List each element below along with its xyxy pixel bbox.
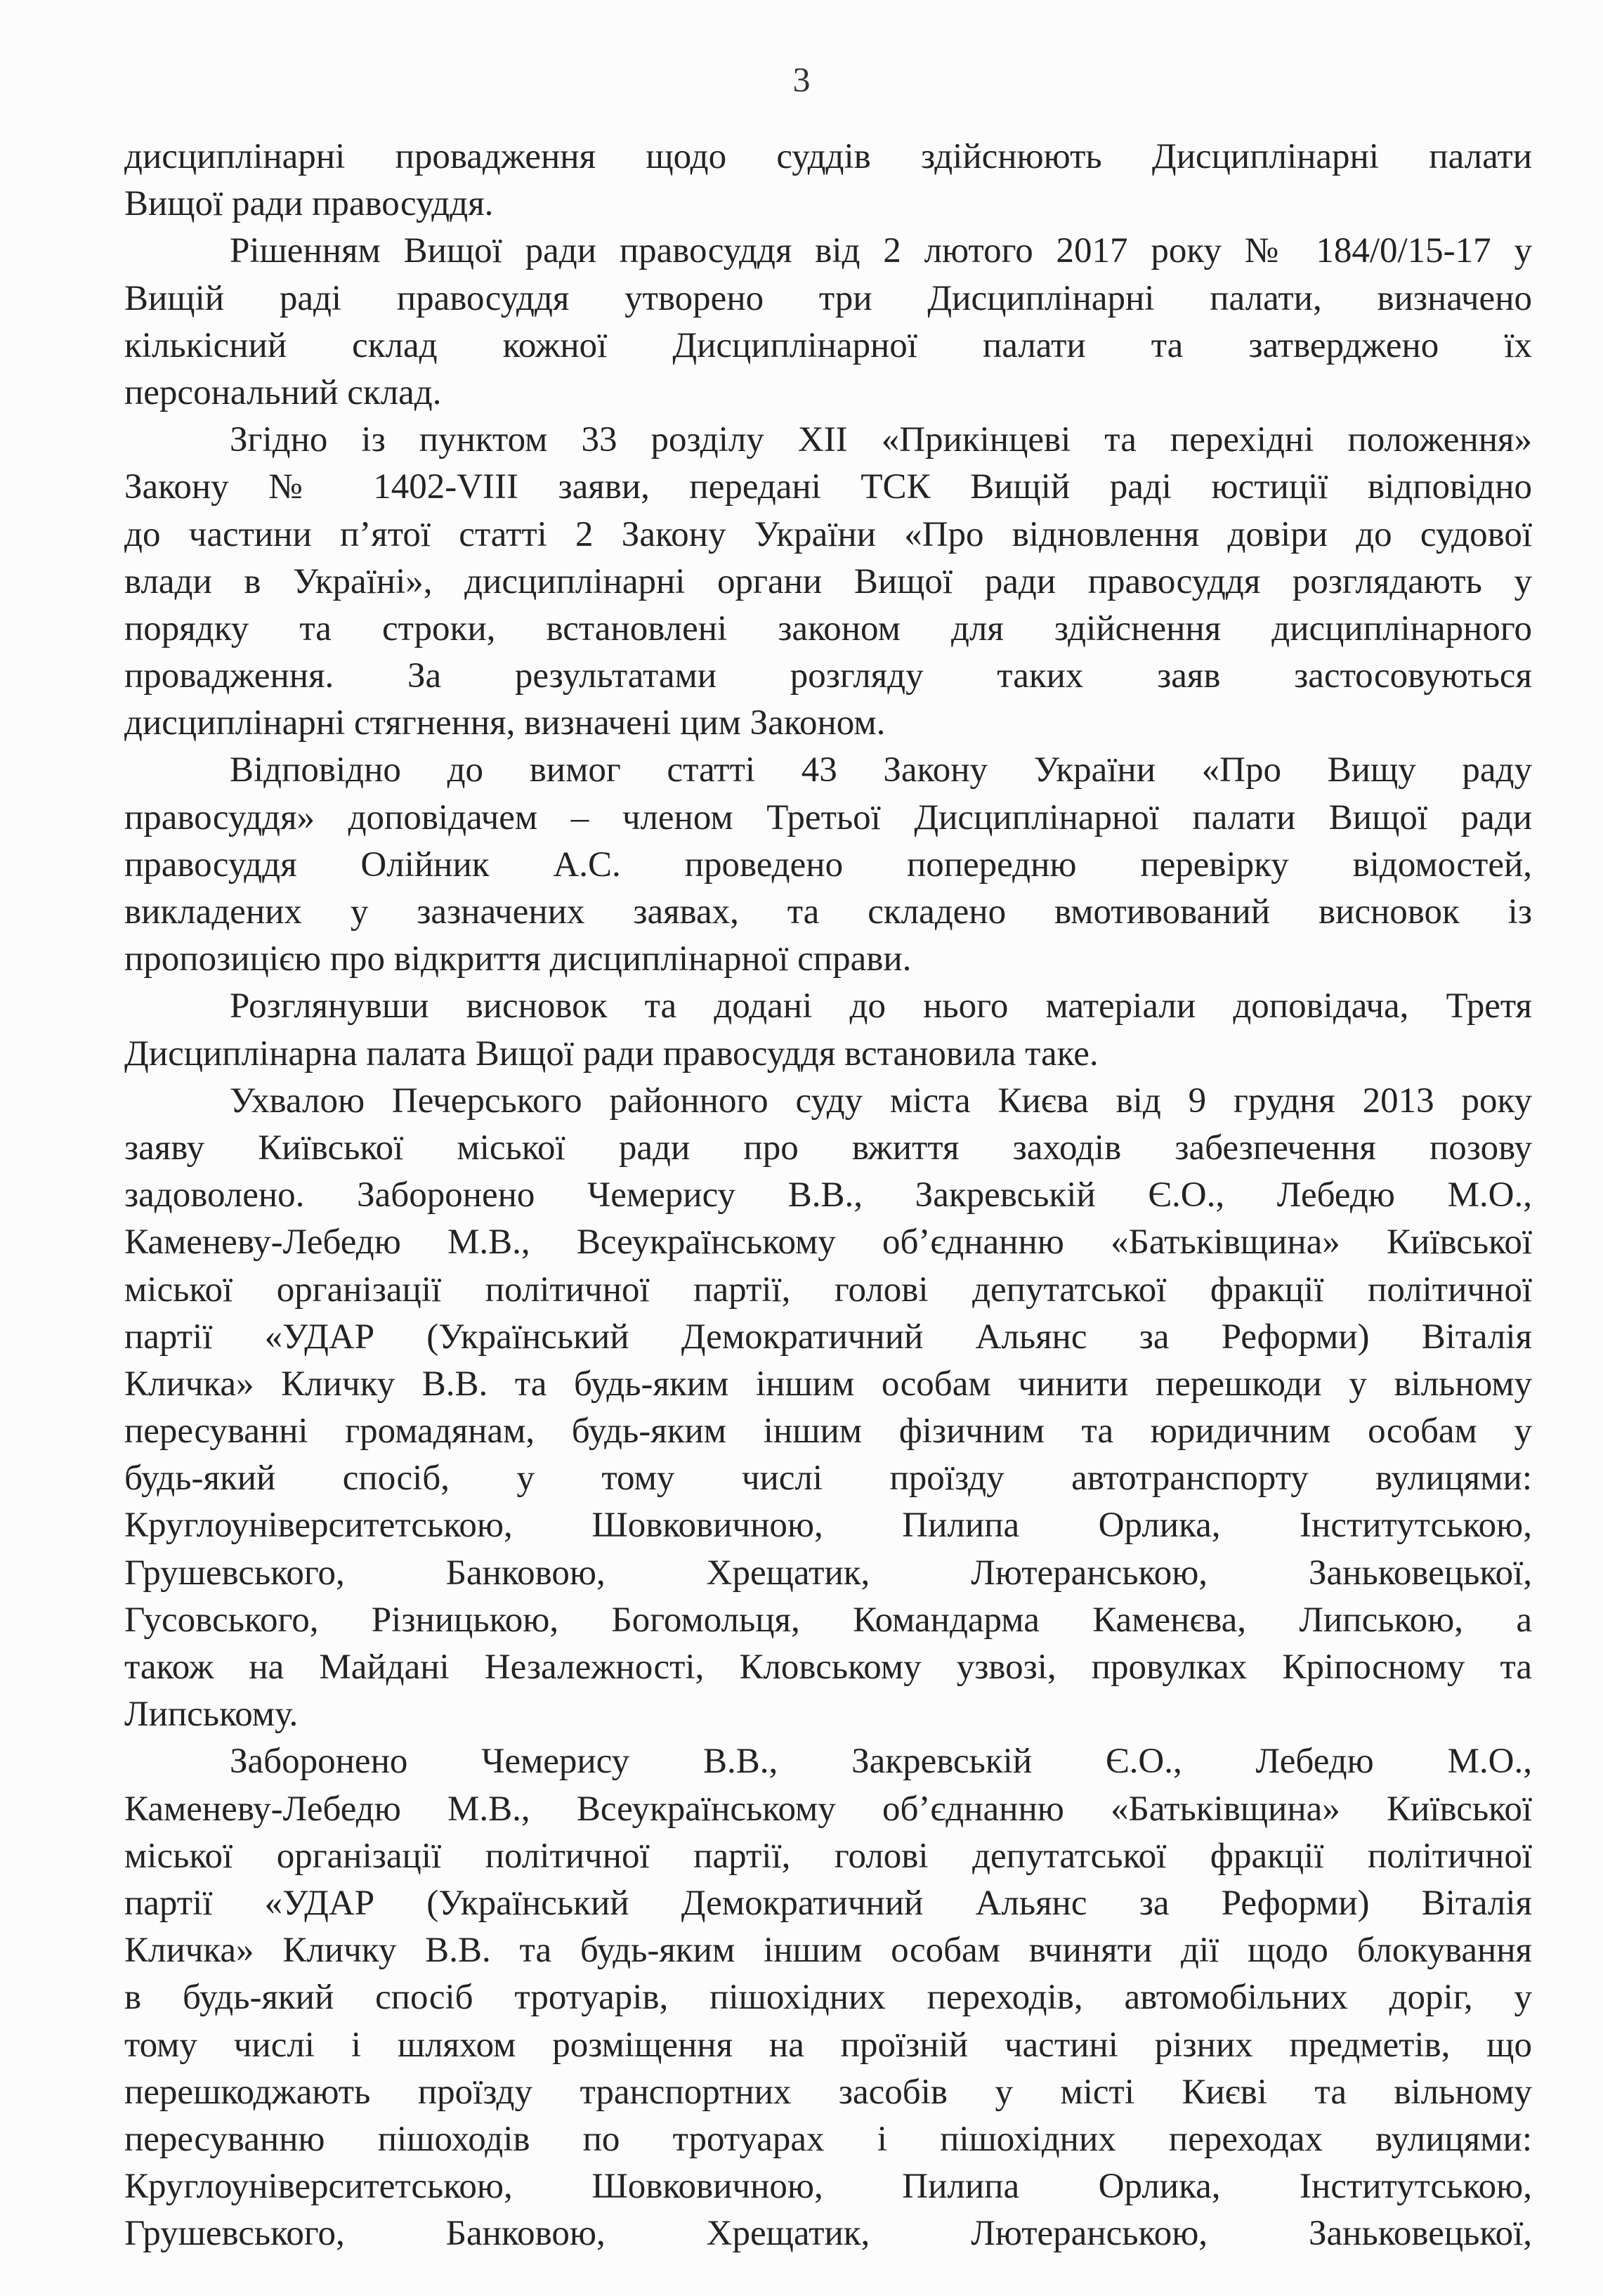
- text-line: партії «УДАР (Український Демократичний Альянс за Реформи) Віталія: [124, 1317, 1532, 1357]
- page-number: 3: [792, 60, 811, 99]
- text-line: Відповідно до вимог статті 43 Закону України «Про Вищу раду: [230, 750, 1532, 790]
- text-line: Каменеву-Лебедю М.В., Всеукраїнському об’єднанню «Батьківщина» Київської: [124, 1789, 1532, 1829]
- text-line: Грушевського, Банковою, Хрещатик, Лютеранською, Заньковецької,: [124, 1553, 1532, 1593]
- document-body: [124, 133, 1532, 2257]
- text-line: Гусовського, Різницькою, Богомольця, Командарма Каменєва, Липською, а: [124, 1600, 1532, 1640]
- text-line: Круглоуніверситетською, Шовковичною, Пилипа Орлика, Інститутською,: [124, 2167, 1532, 2207]
- text-line: Рішенням Вищої ради правосуддя від 2 лютого 2017 року № 184/0/15-17 у: [230, 231, 1532, 271]
- text-line: заяву Київської міської ради про вжиття заходів забезпечення позову: [124, 1128, 1532, 1168]
- text-line: задоволено. Заборонено Чемерису В.В., Закревській Є.О., Лебедю М.О.,: [124, 1175, 1532, 1215]
- text-line: порядку та строки, встановлені законом для здійснення дисциплінарного: [124, 608, 1532, 648]
- text-line: дисциплінарні стягнення, визначені цим Законом.: [124, 703, 886, 743]
- text-line: міської організації політичної партії, голові депутатської фракції політичної: [124, 1836, 1532, 1876]
- text-line: Згідно із пунктом 33 розділу XII «Прикінцеві та перехідні положення»: [230, 420, 1532, 460]
- text-line: правосуддя» доповідачем – членом Третьої Дисциплінарної палати Вищої ради: [124, 797, 1532, 837]
- text-line: Грушевського, Банковою, Хрещатик, Лютеранською, Заньковецької,: [124, 2214, 1532, 2254]
- text-line: викладених у зазначених заявах, та складено вмотивований висновок із: [124, 892, 1532, 932]
- text-line: влади в Україні», дисциплінарні органи Вищої ради правосуддя розглядають у: [124, 561, 1532, 601]
- text-line: Круглоуніверситетською, Шовковичною, Пилипа Орлика, Інститутською,: [124, 1506, 1532, 1546]
- text-line: кількісний склад кожної Дисциплінарної палати та затверджено їх: [124, 325, 1532, 365]
- text-line: правосуддя Олійник А.С. проведено попередню перевірку відомостей,: [124, 844, 1532, 885]
- text-line: персональний склад.: [124, 372, 442, 412]
- text-line: Кличка» Кличку В.В. та будь-яким іншим особам вчиняти дії щодо блокування: [124, 1931, 1532, 1971]
- paragraph: [124, 983, 1532, 1077]
- paragraph: [124, 133, 1532, 228]
- text-line: Кличка» Кличку В.В. та будь-яким іншим особам чинити перешкоди у вільному: [124, 1364, 1532, 1404]
- text-line: Дисциплінарна палата Вищої ради правосуддя встановила таке.: [124, 1033, 1099, 1074]
- text-line: дисциплінарні провадження щодо суддів здійснюють Дисциплінарні палати: [124, 137, 1532, 176]
- paragraph: [124, 417, 1532, 747]
- text-line: перешкоджають проїзду транспортних засобів у місті Києві та вільному: [124, 2072, 1532, 2112]
- text-line: міської організації політичної партії, голові депутатської фракції політичної: [124, 1270, 1532, 1310]
- text-line: пересуванні громадянам, будь-яким іншим фізичним та юридичним особам у: [124, 1411, 1532, 1452]
- text-line: тому числі і шляхом розміщення на проїзній частині різних предметів, що: [124, 2025, 1532, 2065]
- paragraph: [124, 1738, 1532, 2257]
- text-line: до частини п’ятої статті 2 Закону України «Про відновлення довіри до судової: [124, 514, 1532, 554]
- text-line: партії «УДАР (Український Демократичний Альянс за Реформи) Віталія: [124, 1883, 1532, 1923]
- text-line: також на Майдані Незалежності, Кловському узвозі, провулках Кріпосному та: [124, 1648, 1532, 1687]
- text-line: пропозицією про відкриття дисциплінарної справи.: [124, 939, 912, 979]
- text-line: пересуванню пішоходів по тротуарах і пішохідних переходах вулицями:: [124, 2119, 1532, 2159]
- text-line: Закону № 1402-VIII заяви, передані ТСК Вищій раді юстиції відповідно: [124, 467, 1532, 507]
- text-line: Заборонено Чемерису В.В., Закревській Є.О., Лебедю М.О.,: [230, 1742, 1532, 1782]
- paragraph: [124, 1078, 1532, 1739]
- text-line: Вищої ради правосуддя.: [124, 184, 494, 224]
- paragraph: [124, 747, 1532, 983]
- text-line: в будь-який спосіб тротуарів, пішохідних переходів, автомобільних доріг, у: [124, 1978, 1532, 2018]
- paragraph: [124, 228, 1532, 417]
- text-line: Вищій раді правосуддя утворено три Дисциплінарні палати, визначено: [124, 278, 1532, 318]
- text-line: провадження. За результатами розгляду таких заяв застосовуються: [124, 656, 1532, 696]
- text-line: Ухвалою Печерського районного суду міста Києва від 9 грудня 2013 року: [230, 1081, 1532, 1121]
- text-line: Каменеву-Лебедю М.В., Всеукраїнському об’єднанню «Батьківщина» Київської: [124, 1222, 1532, 1263]
- text-line: Липському.: [124, 1695, 299, 1735]
- text-line: будь-який спосіб, у тому числі проїзду автотранспорту вулицями:: [124, 1459, 1532, 1499]
- text-line: Розглянувши висновок та додані до нього матеріали доповідача, Третя: [230, 986, 1532, 1026]
